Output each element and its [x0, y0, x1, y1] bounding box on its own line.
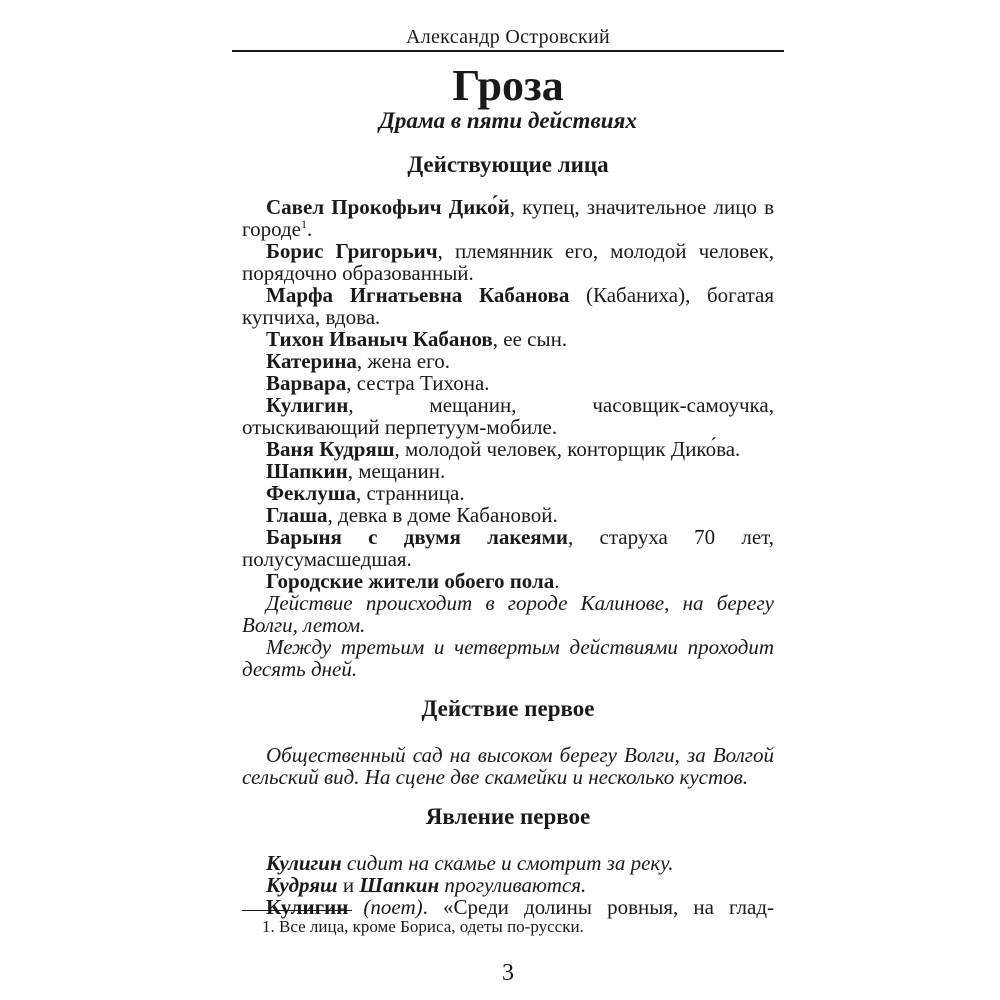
cast-name: Феклуша — [266, 481, 356, 505]
cast-name: Катерина — [266, 349, 357, 373]
play-subtitle: Драма в пяти действиях — [379, 108, 637, 133]
cast-name: Шапкин — [266, 459, 348, 483]
cast-entry — [242, 394, 774, 438]
scene-text — [242, 852, 774, 918]
cast-entry — [242, 196, 774, 240]
footnote: 1. Все лица, кроме Бориса, одеты по-русски. — [262, 917, 584, 936]
cast-heading: Действующие лица — [407, 152, 609, 177]
scene-direction-line — [242, 852, 774, 874]
cast-entry — [242, 504, 774, 526]
footnote-rule — [242, 910, 352, 911]
cast-entry — [242, 526, 774, 570]
cast-name: Барыня с двумя лакеями — [266, 525, 569, 549]
character-name: Кулигин — [266, 851, 342, 875]
cast-desc: , странница. — [355, 481, 465, 505]
character-name: Шапкин — [359, 873, 440, 897]
book-page — [232, 0, 784, 1000]
cast-desc-end: . — [307, 217, 313, 241]
cast-name: Кулигин — [266, 393, 349, 417]
cast-desc: , мещанин. — [347, 459, 446, 483]
cast-entry — [242, 240, 774, 284]
cast-list — [242, 196, 774, 680]
page-number: 3 — [502, 960, 514, 986]
direction-text: прогуливаются. — [439, 873, 587, 897]
scene-heading: Явление первое — [425, 804, 591, 829]
setting-note: Действие происходит в городе Калинове, на берегу Волги, летом. — [242, 591, 774, 637]
character-name: Кудряш — [266, 873, 338, 897]
stage-direction: Общественный сад на высоком берегу Волги, за Волгой сельский вид. На сцене две скамейки и несколько кустов. — [242, 743, 774, 789]
cast-desc: , племянник его, молодой человек, порядочно образованный. — [242, 239, 774, 285]
cast-name: Городские жители обоего пола — [266, 569, 555, 593]
act-stage-direction-block — [242, 744, 774, 788]
running-head: Александр Островский — [405, 26, 611, 48]
cast-entry — [242, 570, 774, 592]
cast-desc: , молодой человек, конторщик Дико́ва. — [394, 437, 741, 461]
scene-direction-line — [242, 874, 774, 896]
setting-note: Между третьим и четвертым действиями проходит десять дней. — [242, 635, 774, 681]
cast-entry — [242, 328, 774, 350]
character-name: Кулигин — [266, 895, 349, 919]
cast-name: Варвара — [266, 371, 347, 395]
cast-entry — [242, 460, 774, 482]
conjunction: и — [337, 873, 360, 897]
cast-desc: , сестра Тихона. — [346, 371, 490, 395]
act-heading: Действие первое — [421, 696, 595, 721]
header-rule — [232, 50, 784, 52]
cast-entry — [242, 372, 774, 394]
cast-desc: , купец, значительное лицо в городе — [242, 195, 774, 241]
play-title: Гроза — [452, 61, 564, 110]
cast-entry — [242, 350, 774, 372]
dialogue-text: . «Среди долины ровныя, на глад- — [422, 895, 775, 919]
inline-direction: (поет) — [363, 895, 423, 919]
direction-text: сидит на скамье и смотрит за реку. — [341, 851, 674, 875]
dialogue-line — [242, 896, 774, 918]
cast-entry — [242, 438, 774, 460]
cast-desc: , ее сын. — [492, 327, 568, 351]
cast-entry — [242, 284, 774, 328]
cast-desc: , девка в доме Кабановой. — [327, 503, 558, 527]
cast-desc: , мещанин, часовщик-самоучка, отыскивающий перпетуум-мобиле. — [242, 393, 774, 439]
cast-name: Глаша — [266, 503, 328, 527]
cast-name: Тихон Иваныч Кабанов — [266, 327, 493, 351]
cast-name: Борис Григорьич — [266, 239, 438, 263]
cast-desc: , жена его. — [356, 349, 450, 373]
cast-name: Марфа Игнатьевна Кабанова — [266, 283, 570, 307]
cast-desc: . — [554, 569, 560, 593]
footnote-mark: 1 — [301, 217, 307, 231]
cast-desc: (Кабаниха), богатая купчиха, вдова. — [242, 283, 774, 329]
cast-entry — [242, 482, 774, 504]
cast-name: Ваня Кудряш — [266, 437, 395, 461]
cast-name: Савел Прокофьич Дико́й — [266, 195, 510, 219]
cast-desc: , старуха 70 лет, полусумасшедшая. — [242, 525, 774, 571]
